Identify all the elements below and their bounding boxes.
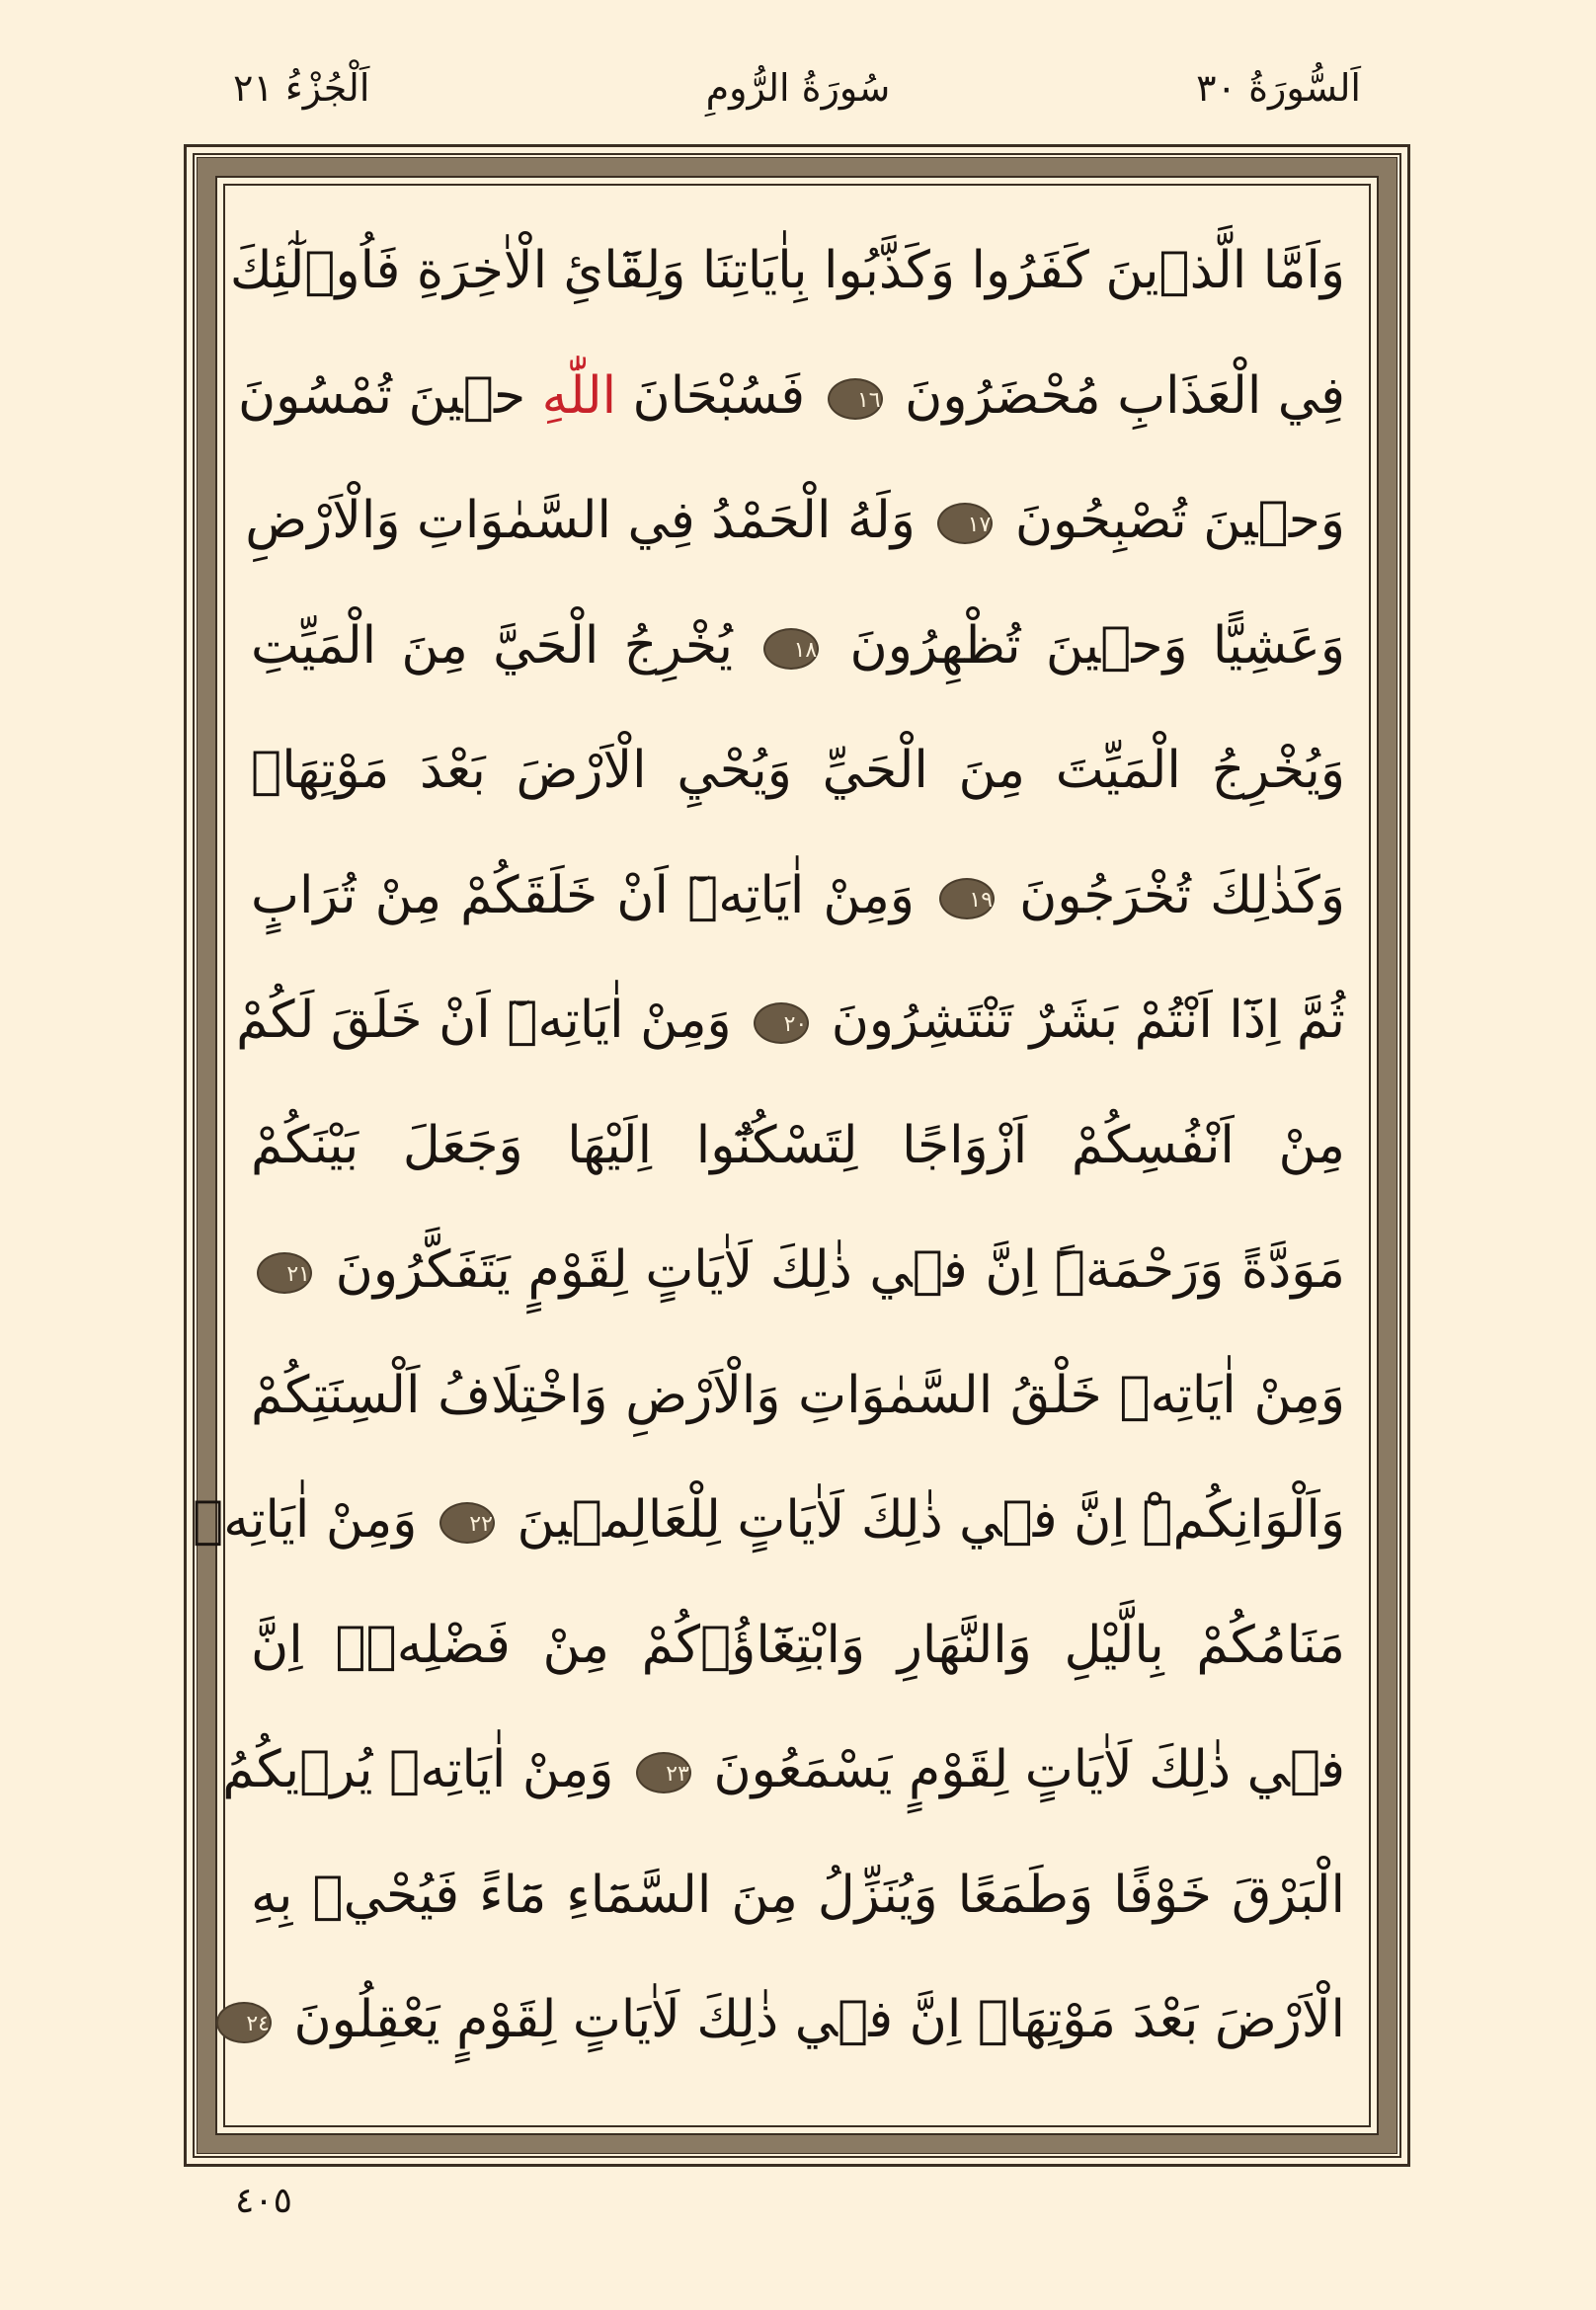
verse-line bbox=[251, 597, 1345, 695]
surah-title: سُورَةُ الرُّومِ bbox=[705, 66, 891, 110]
ayah-number-marker: ٢٤ bbox=[216, 2002, 272, 2043]
juz-label: اَلْجُزْءُ ٢١ bbox=[233, 66, 370, 110]
verse-text: مَوَدَّةً وَرَحْمَةًۜ اِنَّ ف۪ي ذٰلِكَ لَاٰيَاتٍ لِقَوْمٍ يَتَفَكَّرُونَ bbox=[318, 1240, 1345, 1300]
verse-text: وَح۪ينَ تُصْبِحُونَ bbox=[998, 491, 1345, 550]
verse-text: وَاَلْوَانِكُمْۜ اِنَّ ف۪ي ذٰلِكَ لَاٰيَاتٍ لِلْعَالِم۪ينَ bbox=[500, 1490, 1345, 1550]
ayah-number-marker: ١٧ bbox=[937, 503, 993, 544]
allah-word: اللّٰهِ bbox=[541, 365, 617, 426]
verse-text: وَعَشِيًّا وَح۪ينَ تُظْهِرُونَ bbox=[825, 615, 1345, 676]
verse-line bbox=[222, 1720, 1345, 1819]
verse-text: وَمِنْ اٰيَاتِه۪ خَلْقُ السَّمٰوَاتِ وَالْاَرْضِ وَاخْتِلَافُ اَلْسِنَتِكُمْ bbox=[251, 1365, 1345, 1425]
verse-line bbox=[251, 1596, 1345, 1695]
verse-line bbox=[251, 1346, 1345, 1445]
verse-line bbox=[236, 971, 1345, 1070]
surah-number-label: اَلسُّورَةُ ٣٠ bbox=[1196, 66, 1361, 110]
ayah-number-marker: ٢٢ bbox=[439, 1502, 495, 1544]
verse-text: وَمِنْ اٰيَاتِه۪ٓ اَنْ خَلَقَكُمْ مِنْ تُرَابٍ bbox=[251, 865, 934, 925]
verse-text: وَمِنْ اٰيَاتِه۪ٓ اَنْ خَلَقَ لَكُمْ bbox=[236, 991, 749, 1050]
ayah-number-marker: ٢١ bbox=[257, 1252, 312, 1294]
verse-line bbox=[246, 1970, 1345, 2069]
ayah-number-marker: ١٨ bbox=[763, 628, 819, 670]
ayah-number-marker: ١٦ bbox=[828, 378, 883, 420]
quran-text-area bbox=[193, 221, 1345, 2098]
verse-text: ف۪ي ذٰلِكَ لَاٰيَاتٍ لِقَوْمٍ يَسْمَعُونَ bbox=[696, 1740, 1345, 1799]
verse-text: مَنَامُكُمْ بِالَّيْلِ وَالنَّهَارِ وَابْتِغَٓاؤُ۬كُمْ مِنْ فَضْلِه۪ۜ اِنَّ bbox=[251, 1615, 1345, 1675]
verse-line bbox=[251, 846, 1345, 945]
verse-text: مِنْ اَنْفُسِكُمْ اَزْوَاجًا لِتَسْكُنُٓوا اِلَيْهَا وَجَعَلَ بَيْنَكُمْ bbox=[251, 1115, 1345, 1175]
verse-line bbox=[229, 221, 1345, 320]
ayah-number-marker: ١٩ bbox=[939, 878, 995, 919]
verse-text: يُخْرِجُ الْحَيَّ مِنَ الْمَيِّتِ bbox=[251, 615, 758, 676]
ayah-number-marker: ٢٠ bbox=[754, 1002, 809, 1044]
verse-line bbox=[251, 1221, 1345, 1319]
verse-text: وَيُخْرِجُ الْمَيِّتَ مِنَ الْحَيِّ وَيُحْيِ الْاَرْضَ بَعْدَ مَوْتِهَاۜ bbox=[251, 741, 1345, 800]
verse-text: ثُمَّ اِذَٓا اَنْتُمْ بَشَرٌ تَنْتَشِرُونَ bbox=[815, 991, 1345, 1050]
verse-text: الْبَرْقَ خَوْفًا وَطَمَعًا وَيُنَزِّلُ مِنَ السَّمَٓاءِ مَٓاءً فَيُحْي۪ بِهِ bbox=[251, 1865, 1345, 1925]
verse-text: ح۪ينَ تُمْسُونَ bbox=[237, 365, 542, 426]
verse-text: فَسُبْحَانَ bbox=[616, 365, 822, 426]
verse-text: وَمِنْ اٰيَاتِه۪ يُر۪يكُمُ bbox=[222, 1740, 630, 1799]
verse-line bbox=[237, 347, 1345, 445]
verse-line bbox=[251, 721, 1345, 820]
verse-line bbox=[251, 1096, 1345, 1195]
verse-line bbox=[245, 471, 1345, 570]
verse-line bbox=[193, 1471, 1345, 1569]
verse-text: وَاَمَّا الَّذ۪ينَ كَفَرُوا وَكَذَّبُوا بِاٰيَاتِنَا وَلِقَٓائِ الْاٰخِرَةِ فَاُو۬لٰٓئِكَ bbox=[229, 241, 1345, 300]
verse-text: وَمِنْ اٰيَاتِه۪ bbox=[193, 1490, 434, 1550]
page-header bbox=[0, 0, 1596, 138]
verse-text: فِي الْعَذَابِ مُحْضَرُونَ bbox=[888, 365, 1345, 426]
ayah-number-marker: ٢٣ bbox=[636, 1752, 691, 1793]
verse-line bbox=[251, 1846, 1345, 1945]
page-number: ٤٠٥ bbox=[235, 2181, 293, 2221]
verse-text: وَكَذٰلِكَ تُخْرَجُونَ bbox=[1000, 865, 1345, 925]
verse-text: وَلَهُ الْحَمْدُ فِي السَّمٰوَاتِ وَالْاَرْضِ bbox=[245, 491, 932, 550]
verse-text: الْاَرْضَ بَعْدَ مَوْتِهَاۜ اِنَّ ف۪ي ذٰلِكَ لَاٰيَاتٍ لِقَوْمٍ يَعْقِلُونَ bbox=[277, 1990, 1345, 2049]
